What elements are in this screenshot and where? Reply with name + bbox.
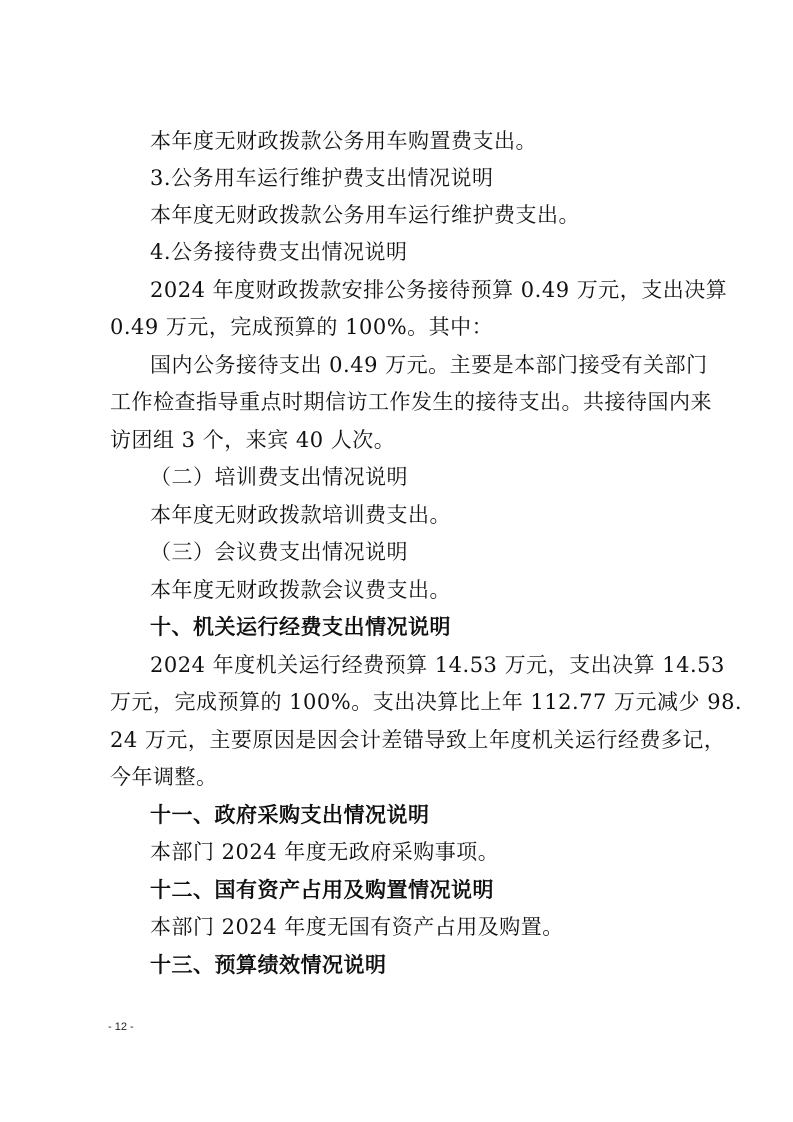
paragraph-line: 国内公务接待支出 0.49 万元。主要是本部门接受有关部门 (150, 353, 708, 377)
paragraph-line: 工作检查指导重点时期信访工作发生的接待支出。共接待国内来 (110, 390, 712, 414)
paragraph-line: 2024 年度机关运行经费预算 14.53 万元，支出决算 14.53 (150, 653, 725, 677)
section-heading: 十、机关运行经费支出情况说明 (150, 615, 451, 639)
section-subheading: 4.公务接待费支出情况说明 (150, 240, 408, 264)
section-subheading: 3.公务用车运行维护费支出情况说明 (150, 166, 494, 190)
paragraph-line: 24 万元，主要原因是因会计差错导致上年度机关运行经费多记， (110, 728, 726, 752)
paragraph-line: 2024 年度财政拨款安排公务接待预算 0.49 万元，支出决算 (150, 278, 728, 302)
paragraph-line: 本年度无财政拨款会议费支出。 (150, 578, 451, 602)
section-heading: 十一、政府采购支出情况说明 (150, 803, 430, 827)
paragraph-line: 本年度无财政拨款培训费支出。 (150, 503, 451, 527)
section-subheading: （二）培训费支出情况说明 (150, 465, 408, 489)
paragraph-line: 本年度无财政拨款公务用车运行维护费支出。 (150, 203, 580, 227)
paragraph-line: 访团组 3 个，来宾 40 人次。 (110, 428, 396, 452)
paragraph-line: 本部门 2024 年度无国有资产占用及购置。 (150, 915, 564, 939)
section-heading: 十三、预算绩效情况说明 (150, 953, 387, 977)
paragraph-line: 今年调整。 (110, 765, 218, 789)
paragraph-line: 0.49 万元，完成预算的 100%。其中： (110, 315, 494, 339)
section-heading: 十二、国有资产占用及购置情况说明 (150, 878, 494, 902)
section-subheading: （三）会议费支出情况说明 (150, 540, 408, 564)
paragraph-line: 万元，完成预算的 100%。支出决算比上年 112.77 万元减少 98. (110, 690, 743, 714)
paragraph-line: 本部门 2024 年度无政府采购事项。 (150, 840, 500, 864)
paragraph-line: 本年度无财政拨款公务用车购置费支出。 (150, 129, 537, 153)
page-number: - 12 - (108, 1021, 134, 1033)
